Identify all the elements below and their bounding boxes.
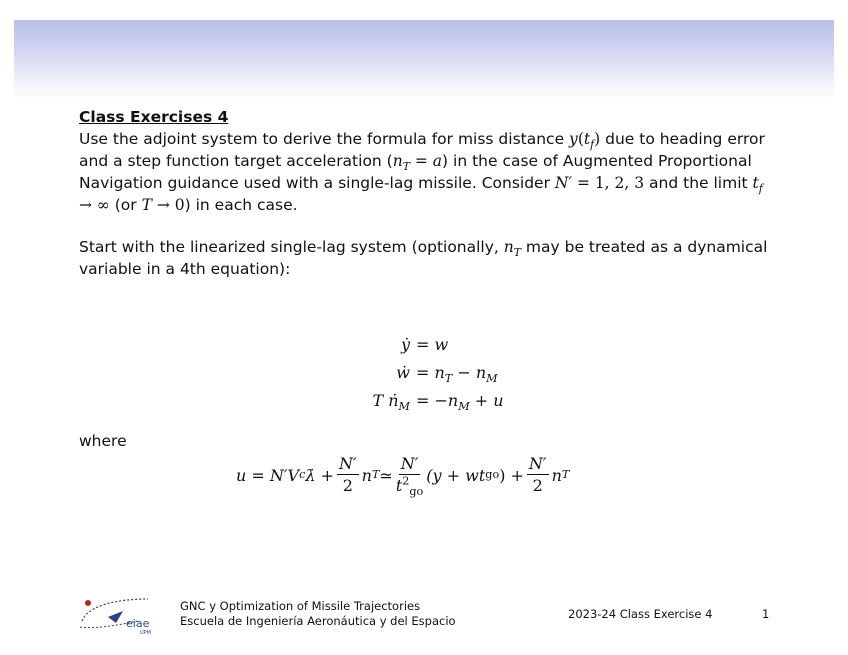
footer-page-number: 1 — [762, 607, 770, 621]
footer-course-title: GNC y Optimization of Missile Trajectories — [180, 599, 421, 613]
eiae-logo-icon — [78, 595, 158, 635]
fraction-n-over-tgo2: $\frac{N'}{t^2_{go}}$ — [395, 453, 424, 498]
control-law-equation: u = N′V c λ̇ + $\frac{N'}{2}$ n T ≃ $\frac{N'}{t^2_{go}}$ (y + wt go ) + $\frac{N'}{2}$ n T — [236, 453, 570, 498]
fraction-n-over-2-second: $\frac{N'}{2}$ — [528, 453, 547, 495]
slide-content — [79, 106, 779, 280]
footer-session: 2023-24 Class Exercise 4 — [568, 607, 713, 621]
slide-title: Class Exercises 4 — [79, 108, 229, 126]
state-equations — [300, 330, 560, 414]
svg-text:eiae: eiae — [126, 617, 150, 630]
slide-footer — [0, 595, 848, 635]
header-band — [14, 20, 834, 100]
fraction-n-over-2: $\frac{N'}{2}$ — [339, 453, 357, 495]
equation-y: ẏ = w — [400, 334, 449, 354]
exercise-statement: Use the adjoint system to derive the formula for miss distance $y(t_f)$ due to heading error and a step function target acceleration $(n_T = a)$ in the case of Augmented Proportional Navigation guidance used with a single-lag missile. Consider N′ = 1, 2, 3 and the limit $t_f$ → ∞ (or T → 0) in each case. — [79, 130, 765, 214]
footer-course-info — [180, 599, 456, 629]
equation-w: ẇ = $n_T - n_M$ — [396, 362, 498, 385]
footer-school-name: Escuela de Ingeniería Aeronáutica y del Espacio — [180, 614, 456, 628]
equation-nM: T ṅ$_M$ = $-n_M + u$ — [372, 390, 504, 413]
svg-text:UPM: UPM — [140, 630, 151, 635]
system-intro: Start with the linearized single-lag system (optionally, $n_T$ may be treated as a dynamical variable in a 4th equation): — [79, 238, 768, 278]
where-label: where — [79, 432, 127, 450]
